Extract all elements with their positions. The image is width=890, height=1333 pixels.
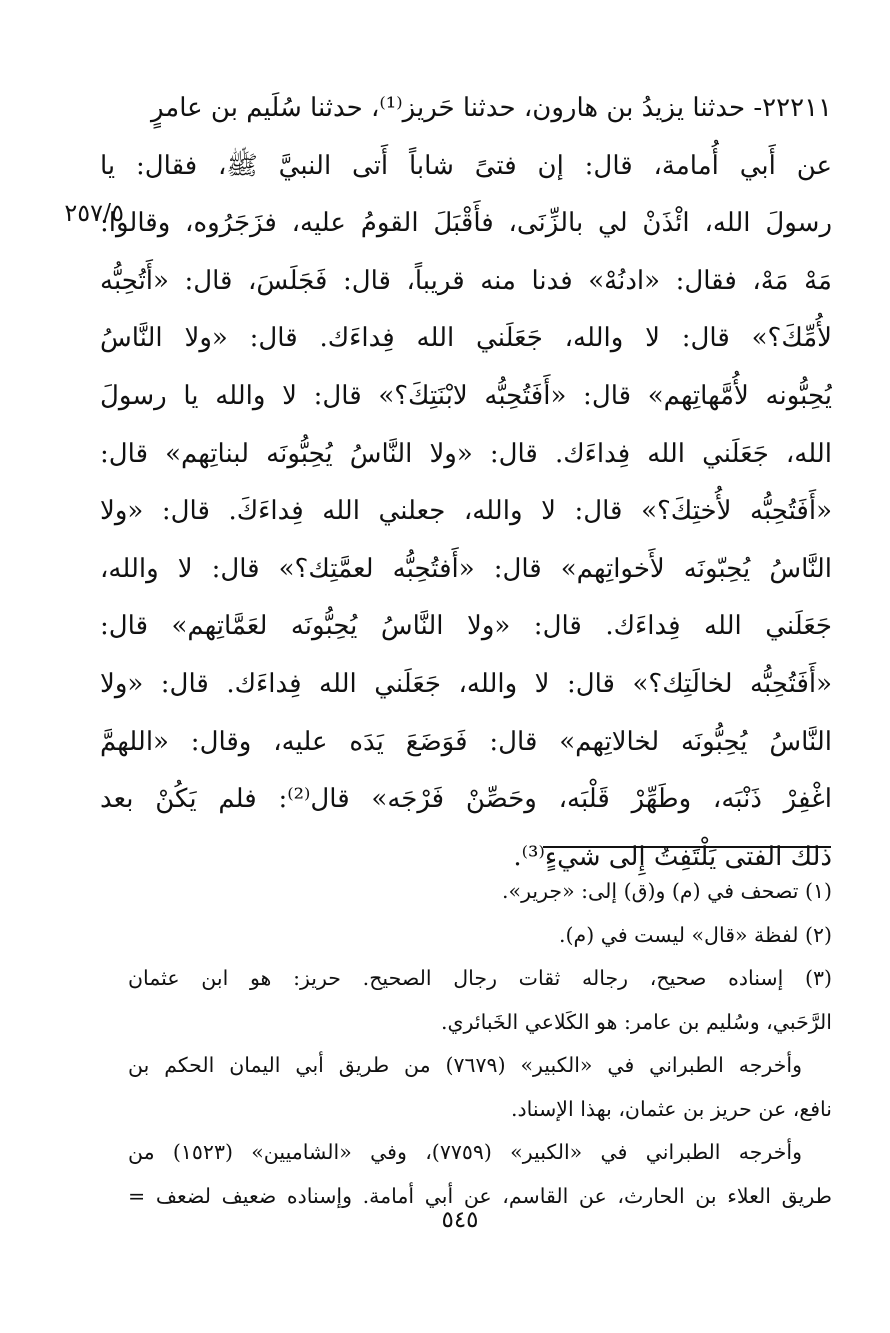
footnote-line: وأخرجه الطبراني في «الكبير» (٧٦٧٩) من طريق أبي اليمان الحكم بن bbox=[128, 1053, 802, 1077]
footnote-line: (٣) إسناده صحيح، رجاله ثقات رجال الصحيح. حريز: هو ابن عثمان bbox=[128, 966, 832, 990]
text-line: لأُمِّكَ؟» قال: لا والله، جَعَلَني الله فِداءَك. قال: «ولا النَّاسُ bbox=[100, 323, 832, 354]
footnote-line: (٢) لفظة «قال» ليست في (م). bbox=[559, 922, 832, 947]
text-line: رسولَ الله، ائْذَنْ لي بالزِّنَى، فأَقْبَلَ القومُ عليه، فزَجَرُوه، وقالوا: bbox=[100, 208, 832, 239]
text-line: عن أَبي أُمامة، قال: إن فتىً شاباً أَتى النبيَّ ﷺ، فقال: يا bbox=[100, 150, 832, 181]
footnotes-block bbox=[128, 870, 832, 1218]
footnote-separator-rule bbox=[543, 846, 831, 848]
text-line: «أَفَتُحِبُّه لأُختِكَ؟» قال: لا والله، جعلني الله فِداءَكَ. قال: «ولا bbox=[100, 496, 832, 527]
text-line: ذلك الفتى يَلْتَفِتُ إِلى شيءٍ⁽³⁾. bbox=[513, 841, 832, 872]
text-line: النَّاسُ يُحِبّونَه لأَخواتِهم» قال: «أَفتُحِبُّه لعمَّتِك؟» قال: لا والله، bbox=[100, 553, 832, 584]
footnote-line: طريق العلاء بن الحارث، عن القاسم، عن أبي أمامة. وإسناده ضعيف لضعف = bbox=[128, 1183, 832, 1208]
text-line: اغْفِرْ ذَنْبَه، وطَهِّرْ قَلْبَه، وحَصِّنْ فَرْجَه» قال⁽²⁾: فلم يَكُنْ بعد bbox=[100, 784, 832, 815]
footnote-line: (١) تصحف في (م) و(ق) إلى: «جرير». bbox=[502, 879, 832, 903]
hadith-text-block bbox=[100, 80, 832, 886]
text-line: الله، جَعَلَني الله فِداءَك. قال: «ولا النَّاسُ يُحِبُّونَه لبناتِهم» قال: bbox=[100, 438, 832, 469]
footnote-line: نافع، عن حريز بن عثمان، بهذا الإسناد. bbox=[511, 1096, 832, 1121]
margin-volume-page-reference: ٢٥٧/٥ bbox=[64, 199, 124, 227]
page-number: ٥٤٥ bbox=[441, 1207, 479, 1233]
footnote-line: الرَّحَبي، وسُليم بن عامر: هو الكَلاعي الخَبائري. bbox=[441, 1009, 832, 1034]
text-line: النَّاسُ يُحِبُّونَه لخالاتِهم» قال: فَوَضَعَ يَدَه عليه، وقال: «اللهمَّ bbox=[100, 726, 832, 757]
footnote-line: وأخرجه الطبراني في «الكبير» (٧٧٥٩)، وفي «الشاميين» (١٥٢٣) من bbox=[128, 1140, 803, 1164]
text-line: مَهْ مَهْ، فقال: «ادنُهْ» فدنا منه قريباً، قال: فَجَلَسَ، قال: «أَتُحِبُّه bbox=[100, 265, 832, 296]
text-line: جَعَلَني الله فِداءَك. قال: «ولا النَّاسُ يُحِبُّونَه لعَمَّاتِهم» قال: bbox=[100, 611, 832, 642]
text-line: يُحِبُّونه لأُمَّهاتِهم» قال: «أَفَتُحِبُّه لابْنَتِكَ؟» قال: لا والله يا رسولَ bbox=[100, 380, 832, 411]
text-line: «أَفَتُحِبُّه لخالَتِك؟» قال: لا والله، جَعَلَني الله فِداءَك. قال: «ولا bbox=[100, 668, 832, 699]
text-line: ٢٢٢١١- حدثنا يزيدُ بن هارون، حدثنا حَريز⁽¹⁾، حدثنا سُلَيم بن عامرٍ bbox=[150, 93, 832, 123]
